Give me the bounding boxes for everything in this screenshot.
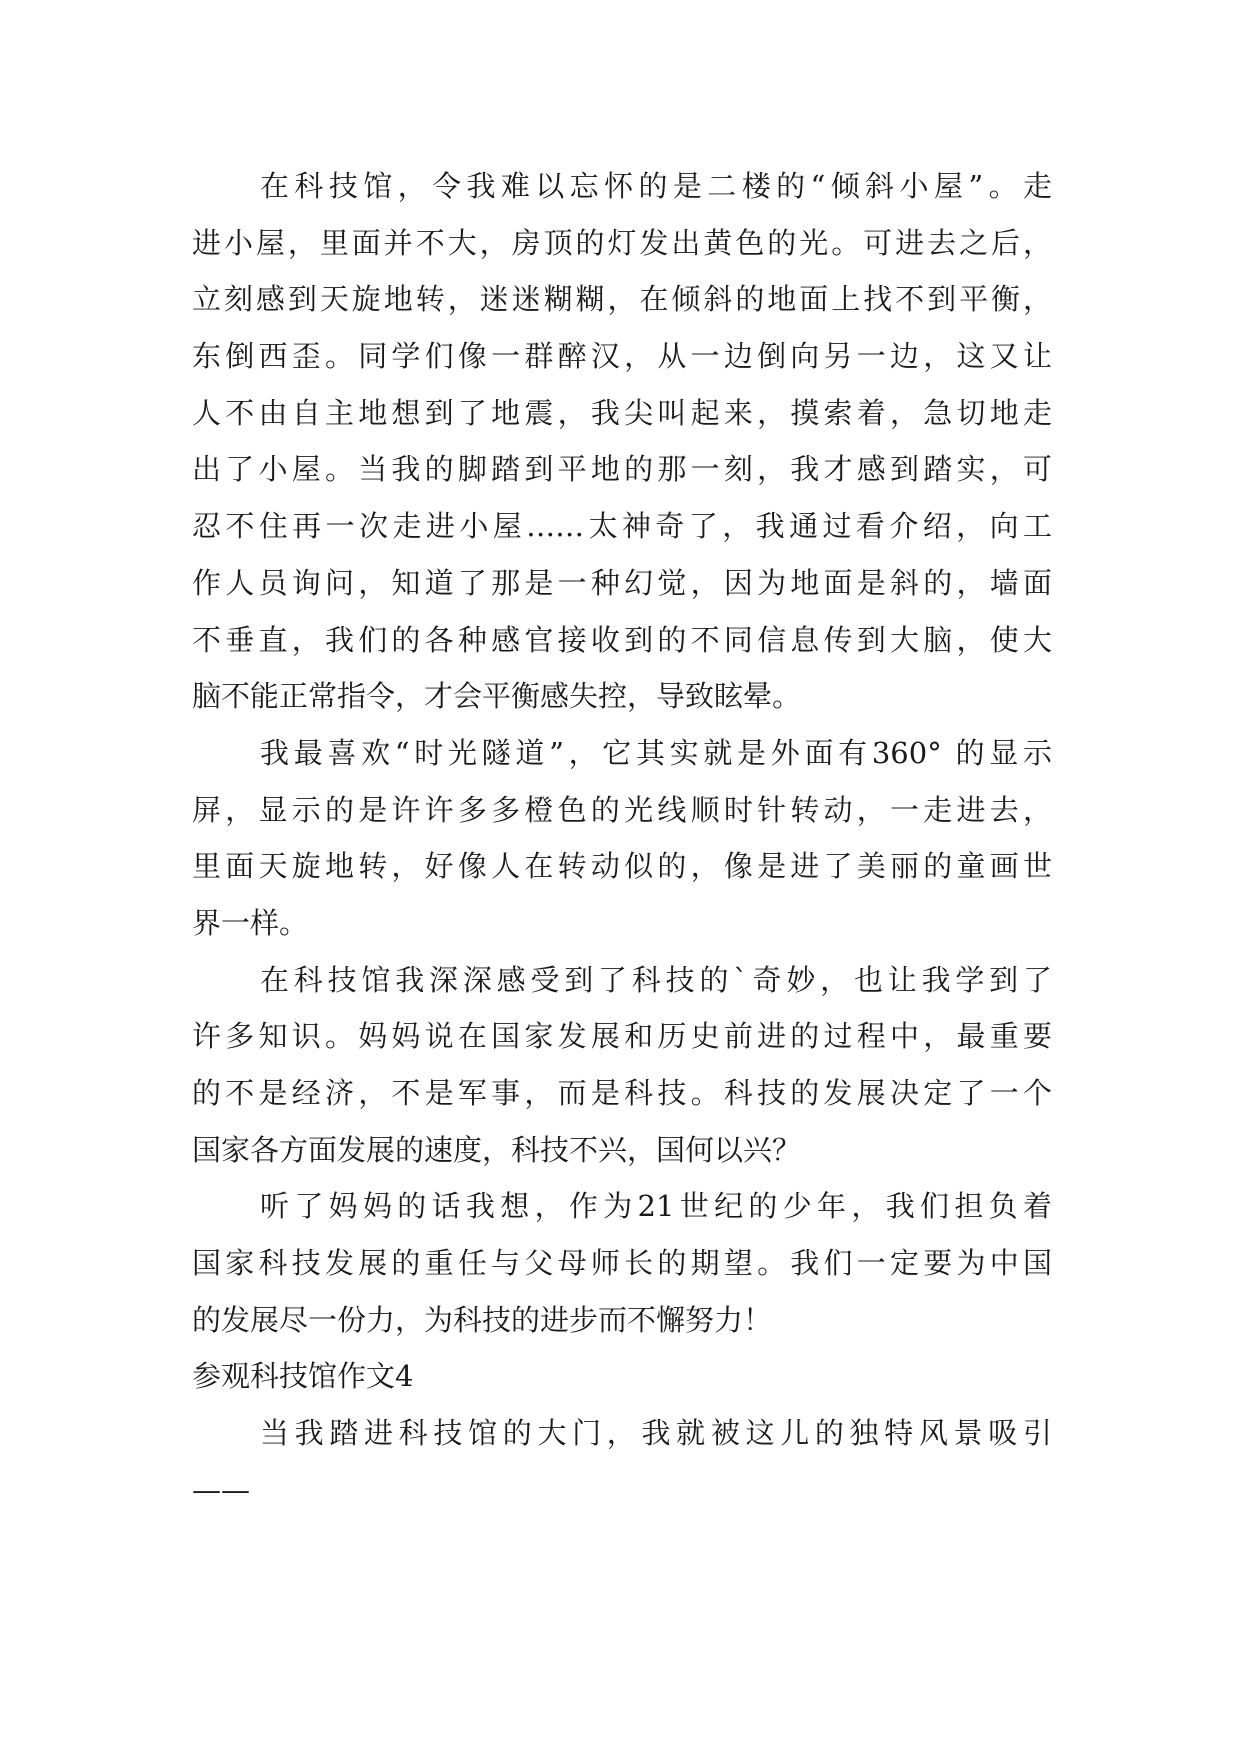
- paragraph: [192, 1405, 1052, 1518]
- text-line: 进小屋，里面并不大，房顶的灯发出黄色的光。可进去之后，: [192, 225, 1052, 260]
- text-line: 国家科技发展的重任与父母师长的期望。我们一定要为中国: [192, 1246, 1052, 1281]
- text-line: 脑不能正常指令，才会平衡感失控，导致眩晕。: [192, 679, 802, 714]
- text-line: 听了妈妈的话我想，作为21世纪的少年，我们担负着: [260, 1189, 1052, 1224]
- text-line: 的不是经济，不是军事，而是科技。科技的发展决定了一个: [192, 1076, 1052, 1110]
- paragraph: [192, 725, 1052, 952]
- text-line: 立刻感到天旋地转，迷迷糊糊，在倾斜的地面上找不到平衡，: [192, 282, 1052, 317]
- section-heading: 参观科技馆作文4: [192, 1359, 414, 1394]
- text-line: 国家各方面发展的速度，科技不兴，国何以兴？: [192, 1132, 802, 1167]
- paragraph: [192, 158, 1052, 725]
- document-body: [192, 158, 1052, 1519]
- text-line: 我最喜欢“时光隧道”，它其实就是外面有360° 的显示: [260, 735, 1052, 770]
- text-line: 作人员询问，知道了那是一种幻觉，因为地面是斜的，墙面: [192, 565, 1052, 600]
- text-line: 的发展尽一份力，为科技的进步而不懈努力！: [192, 1302, 773, 1337]
- text-line: 屏，显示的是许许多多橙色的光线顺时针转动，一走进去，: [192, 792, 1052, 827]
- text-line: 当我踏进科技馆的大门，我就被这儿的独特风景吸引: [260, 1416, 1052, 1451]
- text-line: 东倒西歪。同学们像一群醉汉，从一边倒向另一边，这又让: [192, 339, 1052, 374]
- text-line: 里面天旋地转，好像人在转动似的，像是进了美丽的童画世: [192, 849, 1052, 884]
- text-line: ——: [192, 1472, 250, 1507]
- text-line: 许多知识。妈妈说在国家发展和历史前进的过程中，最重要: [192, 1019, 1052, 1054]
- text-line: 忍不住再一次走进小屋……太神奇了，我通过看介绍，向工: [192, 509, 1052, 544]
- text-line: 出了小屋。当我的脚踏到平地的那一刻，我才感到踏实，可: [192, 452, 1052, 487]
- text-line: 人不由自主地想到了地震，我尖叫起来，摸索着，急切地走: [192, 395, 1052, 430]
- text-line: 在科技馆，令我难以忘怀的是二楼的“倾斜小屋”。走: [260, 169, 1052, 203]
- paragraph: [192, 952, 1052, 1179]
- paragraph: [192, 1178, 1052, 1348]
- text-line: 在科技馆我深深感受到了科技的`奇妙，也让我学到了: [260, 962, 1052, 997]
- text-line: 界一样。: [192, 905, 309, 940]
- text-line: 不垂直，我们的各种感官接收到的不同信息传到大脑，使大: [192, 622, 1052, 657]
